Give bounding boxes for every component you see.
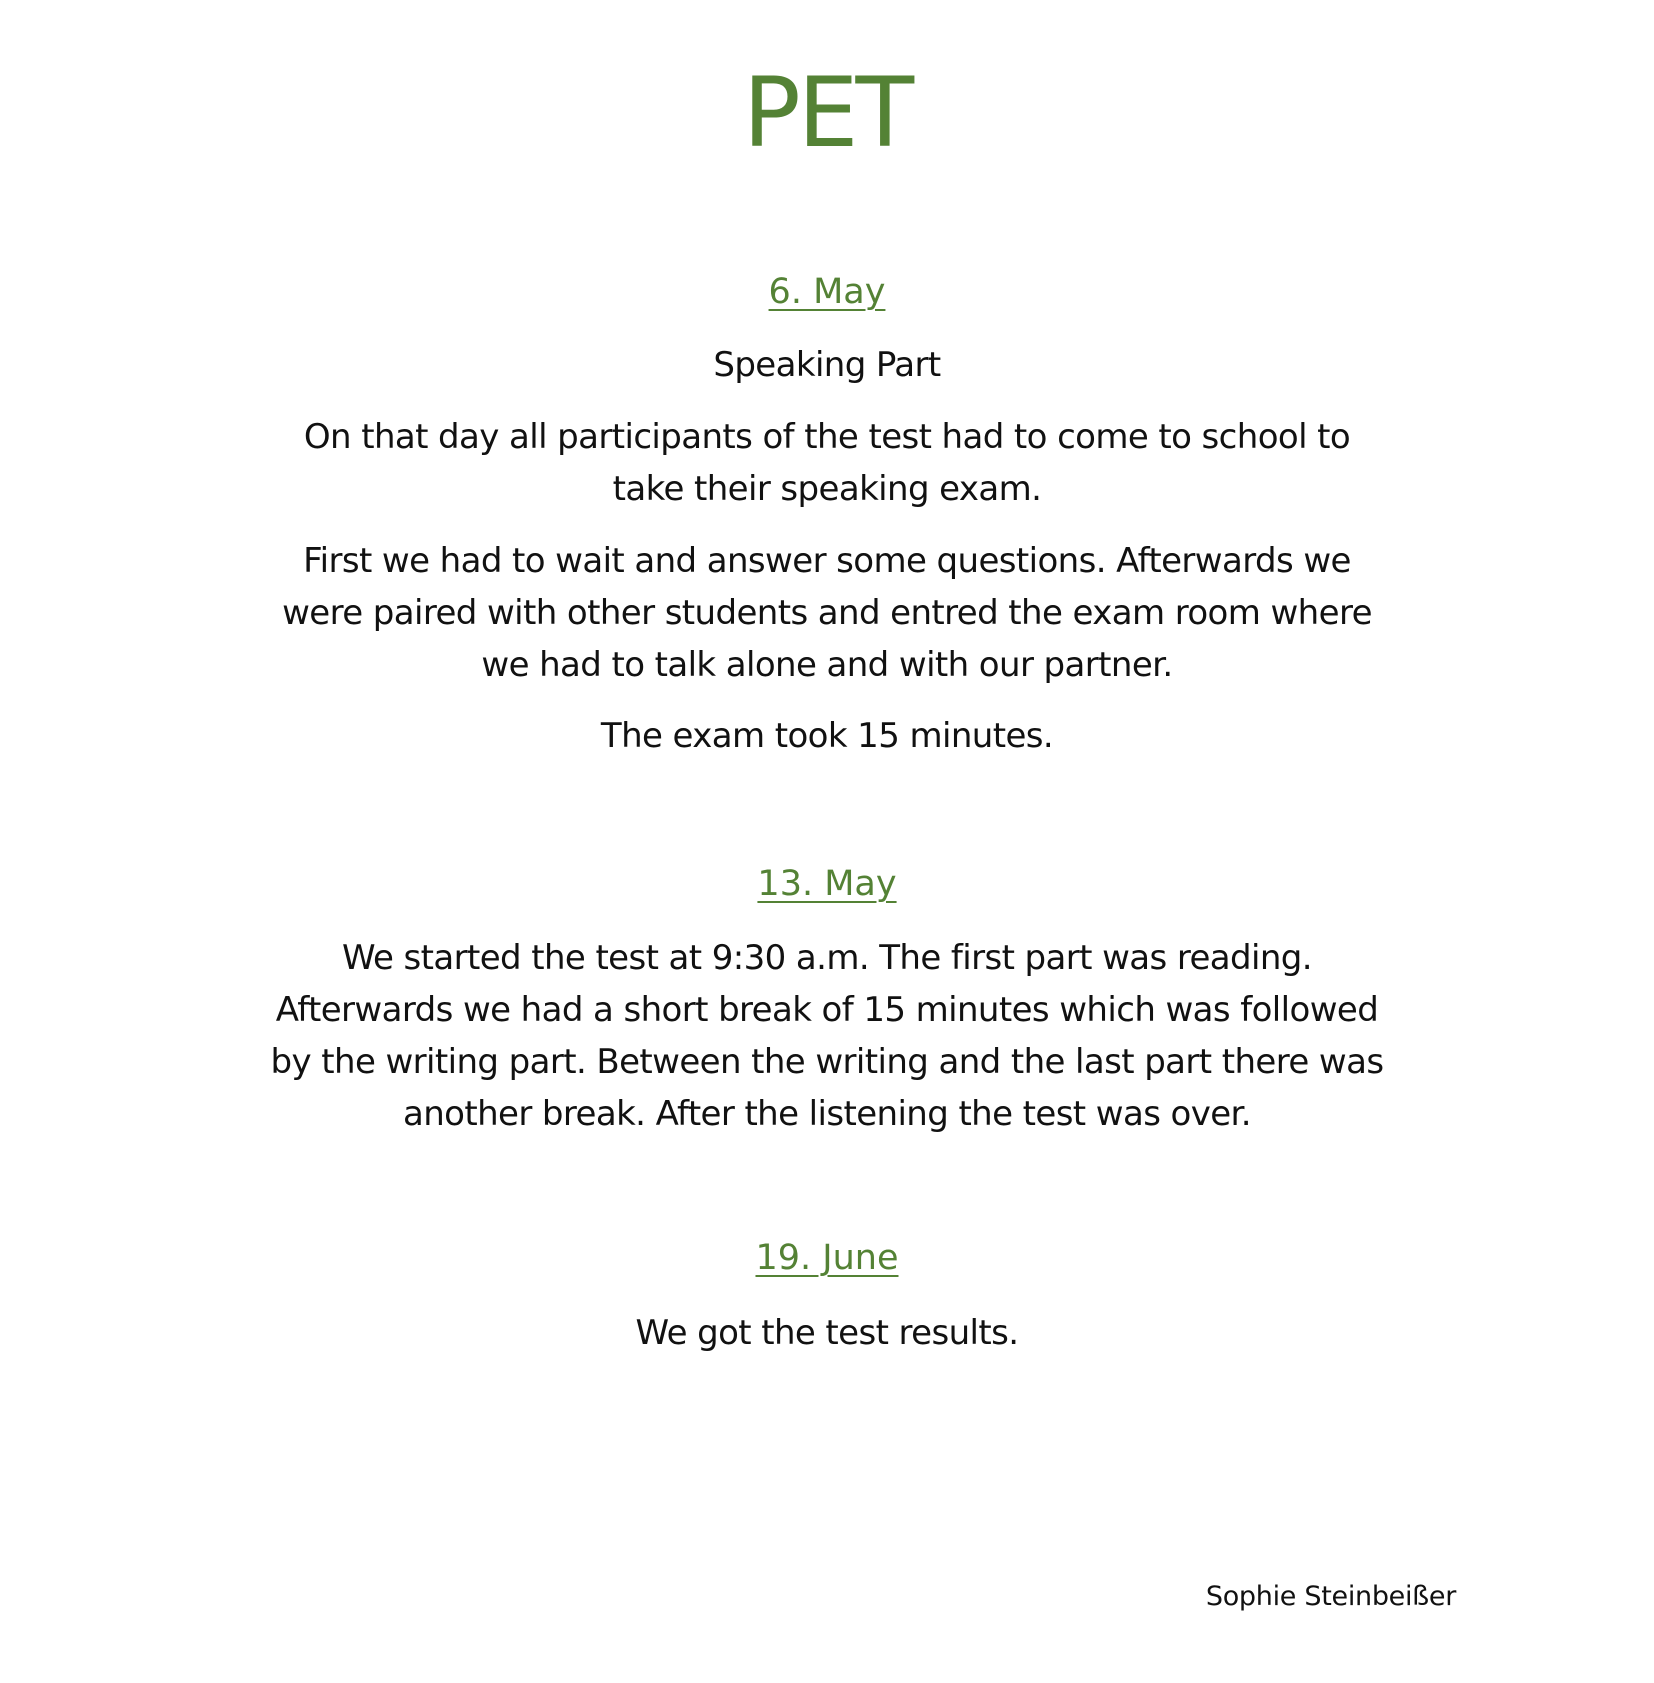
section-date-may-13: 13. May (757, 864, 897, 904)
paragraph-line: The exam took 15 minutes. (600, 716, 1054, 756)
section-subtitle: Speaking Part (713, 345, 941, 385)
paragraph-line: First we had to wait and answer some questions. Afterwards we (303, 541, 1351, 581)
author-signature: Sophie Steinbeißer (1205, 1581, 1456, 1612)
paragraph-line: we had to talk alone and with our partner. (481, 645, 1173, 685)
paragraph-line: Afterwards we had a short break of 15 minutes which was followed (275, 990, 1379, 1030)
section-date-may-6: 6. May (768, 272, 886, 312)
paragraph (150, 1307, 1504, 1359)
paragraph-line: by the writing part. Between the writing and the last part there was (270, 1042, 1384, 1082)
paragraph-line: another break. After the listening the test was over. (402, 1094, 1252, 1134)
paragraph (150, 932, 1504, 1140)
paragraph-line: We got the test results. (635, 1313, 1019, 1353)
paragraph (150, 710, 1504, 762)
paragraph (150, 411, 1504, 515)
paragraph-line: On that day all participants of the test had to come to school to (303, 417, 1351, 457)
section-date-june-19: 19. June (755, 1238, 899, 1278)
paragraph-line: We started the test at 9:30 a.m. The first part was reading. (341, 938, 1312, 978)
page-title: PET (742, 57, 912, 169)
paragraph-line: take their speaking exam. (612, 469, 1042, 509)
paragraph-line: were paired with other students and entred the exam room where (282, 593, 1372, 633)
paragraph (150, 535, 1504, 691)
